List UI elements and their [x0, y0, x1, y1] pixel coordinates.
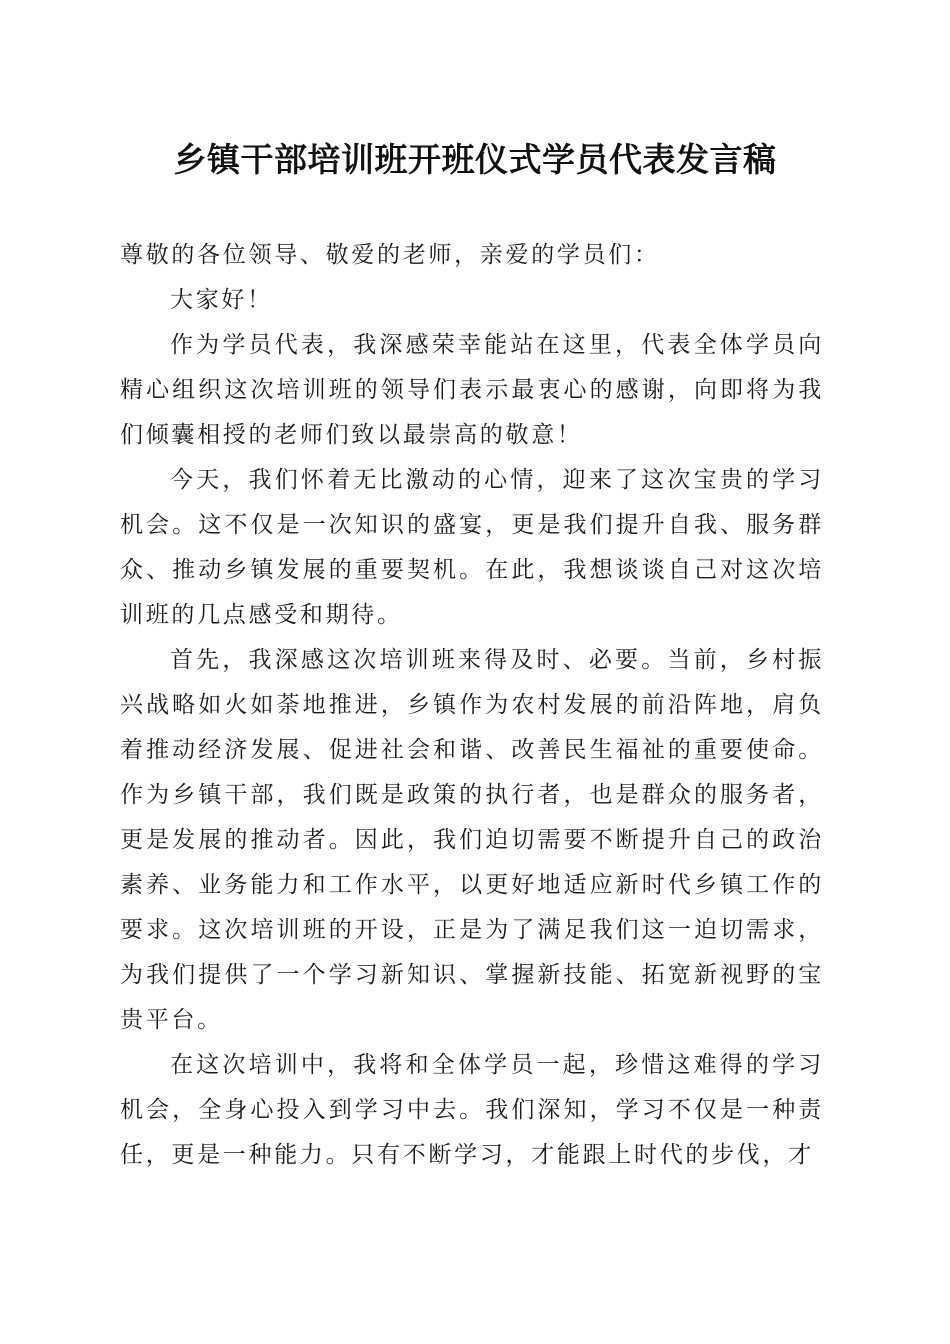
paragraph-greeting: 大家好！: [170, 287, 273, 313]
document-body: [120, 233, 824, 1178]
paragraph-first-point: 首先，我深感这次培训班来得及时、必要。当前，乡村振兴战略如火如荼地推进，乡镇作为农村发展的前沿阵地，肩负着推动经济发展、促进社会和谐、改善民生福祉的重要使命。作为乡镇干部，我们既是政策的执行者，也是群众的服务者，更是发展的推动者。因此，我们迫切需要不断提升自己的政治素养、业务能力和工作水平，以更好地适应新时代乡镇工作的要求。这次培训班的开设，正是为了满足我们这一迫切需求，为我们提供了一个学习新知识、掌握新技能、拓宽新视野的宝贵平台。: [120, 647, 824, 1033]
paragraph-thanks: 作为学员代表，我深感荣幸能站在这里，代表全体学员向精心组织这次培训班的领导们表示最衷心的感谢，向即将为我们倾囊相授的老师们致以最崇高的敬意！: [120, 332, 824, 448]
document-title: 乡镇干部培训班开班仪式学员代表发言稿: [173, 140, 777, 179]
salutation: 尊敬的各位领导、敬爱的老师，亲爱的学员们：: [120, 242, 660, 268]
paragraph-opportunity: 今天，我们怀着无比激动的心情，迎来了这次宝贵的学习机会。这不仅是一次知识的盛宴，更是我们提升自我、服务群众、推动乡镇发展的重要契机。在此，我想谈谈自己对这次培训班的几点感受和期待。: [120, 467, 824, 628]
paragraph-learning: 在这次培训中，我将和全体学员一起，珍惜这难得的学习机会，全身心投入到学习中去。我们深知，学习不仅是一种责任，更是一种能力。只有不断学习，才能跟上时代的步伐，才: [120, 1052, 824, 1168]
